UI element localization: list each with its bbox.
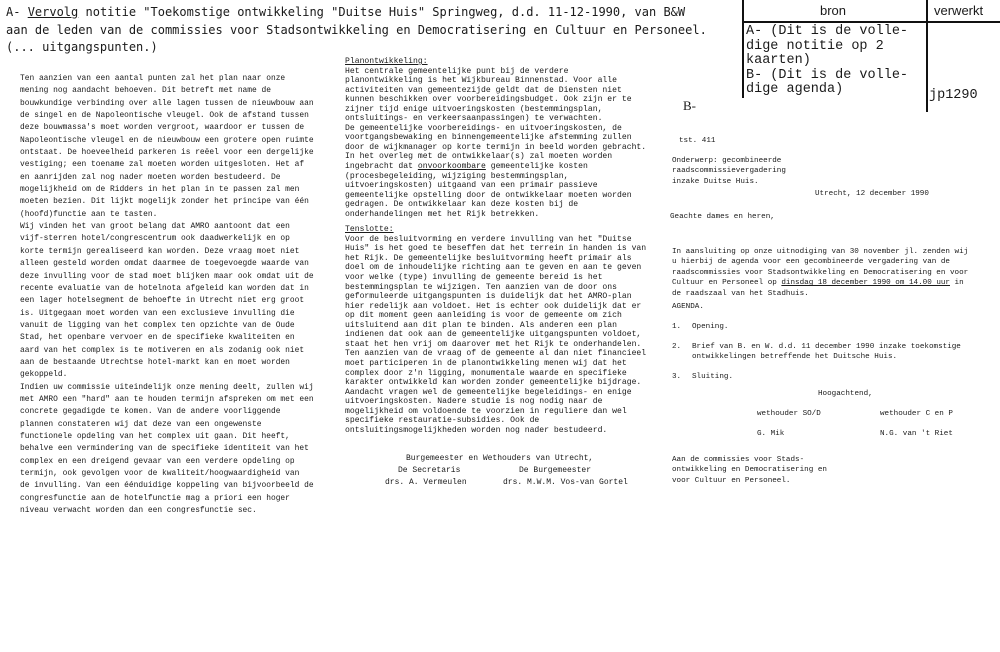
text-line: raadscommissies voor Stadsontwikkeling en Democratisering en voor xyxy=(672,268,969,277)
text-line: ontwikkeling en Democratisering en xyxy=(672,466,827,475)
text-line: is. Uitgegaan moet worden van een exclusieve invulling die xyxy=(20,308,295,318)
text-line: Stad, het openbare vervoer en de specifieke kwaliteiten en xyxy=(20,333,295,343)
text-line: concrete gegadigde te komen. Van de andere voorliggende xyxy=(20,407,281,417)
signer1-title: wethouder SO/D xyxy=(757,410,821,418)
agenda-item-text xyxy=(692,372,733,382)
signer1-name: G. Mik xyxy=(757,430,785,438)
text-line: ontstaat. De hoeveelheid parkeren is reëel voor een dergelijke xyxy=(20,148,314,158)
text-line: moeten bezien. Dit lijkt mogelijk zonder het principe van één xyxy=(20,197,309,207)
text-line: planontwikkeling is het Wijkbureau Binnenstad. Voor alle xyxy=(345,76,617,86)
letter-body xyxy=(672,247,968,299)
section-tenslotte xyxy=(345,235,646,435)
letter-reference: tst. 411 xyxy=(679,137,716,145)
text-line: en aanrijden zal nog nader moeten worden bestudeerd. De xyxy=(20,172,281,182)
text-line: doel om de inhoudelijke richting aan te geven en aan te geven xyxy=(345,263,642,273)
text-line: inzake Duitse Huis. xyxy=(672,177,759,186)
text-line: staat het hen vrij om daarover met het Rijk te onderhandelen. xyxy=(345,339,642,349)
column-header-verwerkt: verwerkt xyxy=(934,3,984,18)
text-line: (procesbegeleiding, wijziging bestemmingsplan, xyxy=(345,171,569,181)
text-line: alleen gesteld worden omdat daarmee de toegevoegde waarde van xyxy=(20,259,309,269)
box-header-divider xyxy=(742,21,1000,23)
letter-salutation: Geachte dames en heren, xyxy=(670,213,775,221)
text-line: voortgangsbewaking en binnengemeentelijke afstemming zullen xyxy=(345,133,632,143)
agenda-item-number: 2. xyxy=(672,343,682,351)
text-line: voor Cultuur en Personeel. xyxy=(672,476,791,485)
heading-tenslotte: Tenslotte: xyxy=(345,225,394,235)
text-line: deze invulling voor de stad moet blijken maar ook omdat uit de xyxy=(20,271,314,281)
text-line: Ten aanzien van de vraag of de gemeente al dan niet financieel xyxy=(345,349,647,359)
text-line: de invulling. Van een éénduidige koppeling van bijvoorbeeld de xyxy=(20,481,314,491)
text-line: uitsluitend aan dit plan te binden. Als anderen een plan xyxy=(345,320,617,330)
signer2-name: N.G. van 't Riet xyxy=(880,430,953,438)
text-line: ontsluitings- en verkeersaanpassingen) te verwachten. xyxy=(345,114,603,124)
text-line: Opening. xyxy=(692,323,729,331)
text-line: dige agenda) xyxy=(746,82,844,98)
document-header xyxy=(6,4,707,57)
text-line: voor welke (type) invulling de gemeente bereid is het xyxy=(345,273,603,283)
text-line: De gemeentelijke voorbereidings- en uitvoeringskosten, de xyxy=(345,123,622,133)
secretaris-title: De Secretaris xyxy=(398,466,461,475)
text-line: Voor de besluitvorming en verdere invulling van het "Duitse xyxy=(345,234,632,244)
text-line: hier redelijk aan voldoet. Het is echter ook duidelijk dat er xyxy=(345,301,642,311)
text-line: deze bouwmassa's moet worden vergroot, waardoor er tussen de xyxy=(20,123,305,133)
text-line: korte termijn gerealiseerd kan worden. Deze vraag moet niet xyxy=(20,246,300,256)
text-line: aard van het complex is te motiveren en als zodanig ook niet xyxy=(20,345,305,355)
agenda-item-text xyxy=(692,342,961,363)
text-line: een lager hotelsegment de behoefte in Utrecht niet erg groot xyxy=(20,296,305,306)
text-line: moet participeren in de planontwikkeling menen wij dat het xyxy=(345,358,627,368)
header-line1: notitie "Toekomstige ontwikkeling "Duitse Huis" Springweg, d.d. 11-12-1990, van B&W xyxy=(78,5,686,19)
text-line: ontsluitingsmogelijkheden worden nog nader bestudeerd. xyxy=(345,425,608,435)
box-column-divider xyxy=(926,0,928,112)
meeting-date: dinsdag 18 december 1990 om 14.00 uur xyxy=(781,279,950,288)
text-line: u hierbij de agenda voor een gecombineerde vergadering van de xyxy=(672,258,950,267)
burgemeester-name: drs. M.W.M. Vos-van Gortel xyxy=(503,478,628,487)
text-line: mogelijkheid om de Ridders in het plan in te passen zal men xyxy=(20,185,300,195)
text-line: vanuit de ligging van het complex ten opzichte van de Oude xyxy=(20,320,295,330)
text-line: gemeentelijke opstelling door de ontwikkelaar moeten worden xyxy=(345,190,632,200)
text-line: Ten aanzien van een aantal punten zal het plan naar onze xyxy=(20,74,286,83)
middle-column xyxy=(345,57,646,435)
text-line: onderhandelingen met het Rijk betrekken. xyxy=(345,209,540,219)
text-line: Sluiting. xyxy=(692,373,734,381)
text-line: het Rijk. De gemeentelijke besluitvorming heeft primair als xyxy=(345,253,632,263)
text-line: Huis" is het goed te beseffen dat het terrein in handen is van xyxy=(345,244,647,254)
signer2-title: wethouder C en P xyxy=(880,410,953,418)
bron-text xyxy=(746,25,908,98)
burgemeester-title: De Burgemeester xyxy=(519,466,592,475)
body-line4-prefix: Cultuur en Personeel op xyxy=(672,279,782,288)
text-line: termijn, ook gevolgen voor de kwaliteit/hoogwaardigheid van xyxy=(20,469,300,478)
text-line: de singel en de Napoleontische vleugel. Ook de afstand tussen xyxy=(20,111,309,121)
underlined-term: onvoorkoombare xyxy=(417,162,486,172)
text-line: bouwkundige verbinding over alle lagen tussen de nieuwbouw aan xyxy=(20,98,314,108)
column-header-bron: bron xyxy=(820,3,847,18)
text-line: met AMRO een "hard" aan te houden termijn afspreken om met een xyxy=(20,394,314,404)
text-line: door de wijkmanager op korte termijn in beeld worden gebracht. xyxy=(345,142,647,152)
agenda-item-number: 3. xyxy=(672,373,682,381)
marker-b: B- xyxy=(683,98,696,113)
text-line: gedragen. De ontwikkelaar kan deze kosten bij de xyxy=(345,200,579,210)
text-line: geformuleerde uitgangspunten is duidelijk dat het AMRO-plan xyxy=(345,292,632,302)
text-line: kunnen beschikken over voorbereidingsbudget. Ook zijn er te xyxy=(345,95,632,105)
text-line: ingebracht dat onvoorkoombare gemeentelijke kosten xyxy=(345,162,588,172)
text-line: specifieke restauratie-subsidies. Ook de xyxy=(345,416,540,426)
text-line: vijf-sterren hotel/congrescentrum ook daadwerkelijk en op xyxy=(20,234,290,244)
body-line4-suffix: in xyxy=(949,279,964,288)
text-line: gekoppeld. xyxy=(20,370,68,380)
text-line: Indien uw commissie uiteindelijk onze mening deelt, zullen wij xyxy=(20,382,314,392)
header-line3: (... uitgangspunten.) xyxy=(6,40,158,54)
letter-addressee xyxy=(672,455,827,486)
header-prefix: A- xyxy=(6,5,28,19)
header-vervolg: Vervolg xyxy=(27,5,79,19)
text-line: mening nog aandacht behoeven. Dit betreft met name de xyxy=(20,86,271,96)
text-line: congresfunctie aan de hotelfunctie mag a priori een hoger xyxy=(20,493,290,503)
text-line: complex en een dreigend gevaar van een verdere opdeling op xyxy=(20,456,295,466)
text-line: Onderwerp: gecombineerde xyxy=(672,157,782,165)
text-line: aan de bestaande Utrechtse hotel-markt kan en moet worden xyxy=(20,357,290,367)
text-line: complex door z'n ligging, monumentale waarde en specifieke xyxy=(345,368,627,378)
text-line: Het centrale gemeentelijke punt bij de verdere xyxy=(345,66,569,76)
text-line: Aan de commissies voor Stads- xyxy=(672,456,805,464)
text-line: Wij vinden het van groot belang dat AMRO aantoont dat een xyxy=(20,222,290,232)
text-line: niveau verwacht worden dan een congresfunctie sec. xyxy=(20,506,257,516)
verwerkt-value: jp1290 xyxy=(929,88,978,103)
header-line2: aan de leden van de commissies voor Stadsontwikkeling en Democratisering en Cultuur en Personeel. xyxy=(6,22,707,37)
text-line: Brief van B. en W. d.d. 11 december 1990 inzake toekomstige xyxy=(692,343,961,351)
letter-closing: Hoogachtend, xyxy=(818,390,873,398)
text-line: Napoleontische vleugel en de nieuwbouw een grotere open ruimte xyxy=(20,135,314,145)
section-planontwikkeling xyxy=(345,67,646,220)
text-line: indienen dat ook aan de gemeentelijke uitgangspunten voldoet, xyxy=(345,330,642,340)
letter-body-lines xyxy=(672,247,968,278)
text-line: In aansluiting op onze uitnodiging van 30 november jl. zenden wij xyxy=(672,248,969,256)
secretaris-name: drs. A. Vermeulen xyxy=(385,478,467,487)
left-column-text xyxy=(20,73,314,517)
agenda-title: AGENDA. xyxy=(672,303,704,311)
signature-heading: Burgemeester en Wethouders van Utrecht, xyxy=(406,454,594,463)
text-line: kaarten) xyxy=(746,53,811,69)
agenda-item-number: 1. xyxy=(672,323,682,331)
letter-subject xyxy=(672,156,786,187)
text-line: functionele opdeling van het complex uit gaan. Dit heeft, xyxy=(20,431,290,441)
text-line: uitvoeringskosten) uitgaand van een primair passieve xyxy=(345,181,598,191)
text-line: B- (Dit is de volle- xyxy=(746,67,909,83)
body-line5: de raadszaal van het Stadhuis. xyxy=(672,289,809,298)
text-line: (hoofd)functie aan te tasten. xyxy=(20,209,158,219)
text-line: A- (Dit is de volle- xyxy=(746,24,909,39)
text-line: karakter ontwikkeld kan worden zonder gemeentelijke bijdrage. xyxy=(345,378,642,388)
text-line: mogelijkheid om voldoende te voorzien in reguliere dan wel xyxy=(345,406,627,416)
text-line: zijner tijd enige uitvoeringskosten (bestemmingsplan, xyxy=(345,104,603,114)
heading-planontwikkeling: Planontwikkeling: xyxy=(345,57,428,66)
text-line: behalve een vermindering van de specifieke identiteit van het xyxy=(20,444,309,454)
text-line: vestiging; een toename zal moeten worden uitgesloten. Het af xyxy=(20,160,305,170)
text-line: bestemmingsplan te wijzigen. Ten aanzien van de door ons xyxy=(345,282,617,292)
text-line: ontwikkelingen betreffende het Duitsche Huis. xyxy=(692,353,898,362)
letter-date: Utrecht, 12 december 1990 xyxy=(815,190,929,198)
text-line: uitvoeringskosten. Nadere studie is nog nodig naar de xyxy=(345,397,603,407)
text-line: dige notitie op 2 xyxy=(746,38,884,54)
text-line: plannen constateren wij dat deze van een ongewenste xyxy=(20,419,262,429)
text-line: raadscommissievergadering xyxy=(672,167,786,176)
box-left-border xyxy=(742,0,744,98)
text-line: activiteiten van gemeentezijde geldt dat de Diensten niet xyxy=(345,85,622,95)
agenda-item-text xyxy=(692,322,728,332)
text-line: recente evaluatie van de hotelnota afgeleid kan worden dat in xyxy=(20,283,309,293)
text-line: Aandacht vragen wel de gemeentelijke begeleidings- en enige xyxy=(345,387,632,397)
text-line: In het overleg met de ontwikkelaar(s) zal moeten worden xyxy=(345,152,613,162)
text-line: op dit moment geen aanleiding is voor de gemeente om zich xyxy=(345,311,622,321)
